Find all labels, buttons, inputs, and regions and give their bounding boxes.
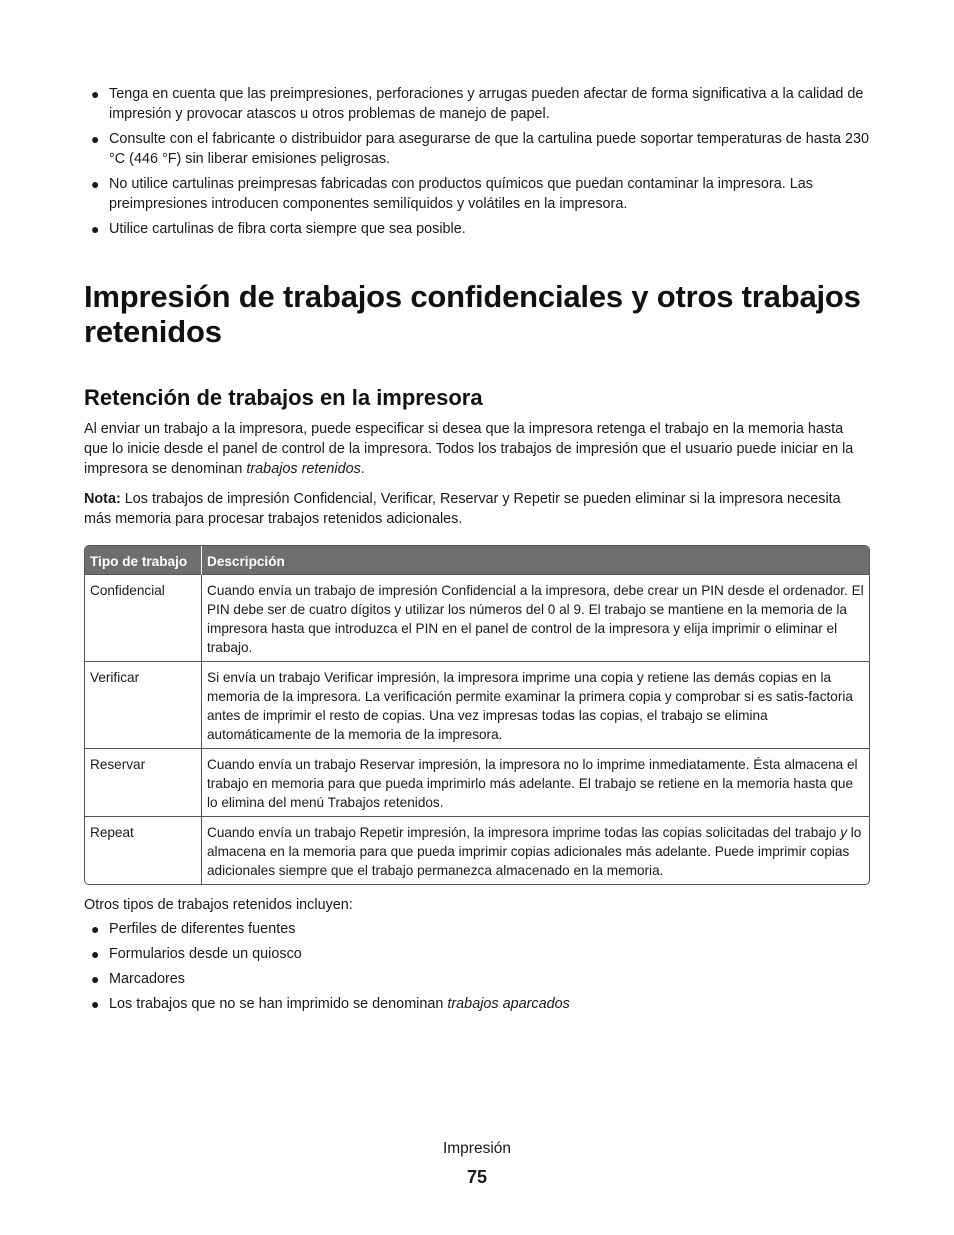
- table-row: [85, 662, 869, 749]
- description-text: Cuando envía un trabajo de impresión Confidencial a la impresora, debe crear un PIN desde el ordenador. El PIN debe ser de cuatro dígitos y utilizar los números del 0 al 9. El trabajo se mantiene en la memoria de la impresora hasta que introduzca el PIN en el panel de control de la impresora y elija imprimir o eliminar el trabajo.: [207, 583, 864, 655]
- table-row: [85, 749, 869, 817]
- bullet-italic-term: trabajos aparcados: [447, 996, 570, 1012]
- list-item: [84, 944, 870, 964]
- list-item: [84, 129, 870, 169]
- bullet-text: Formularios desde un quiosco: [109, 946, 302, 962]
- description-text: Si envía un trabajo Verificar impresión, la impresora imprime una copia y retiene las demás copias en la memoria de la impresora. La verificación permite examinar la primera copia y comprobar si es satis-factoria antes de imprimir el resto de copias. Una vez impresas todas las copias, el trabajo se elimina automáticamente de la memoria de la impresora.: [207, 670, 853, 742]
- page-number: 75: [466, 1167, 488, 1187]
- description-italic: y: [840, 825, 847, 840]
- column-header-type: Tipo de trabajo: [85, 546, 202, 575]
- after-table-paragraph: Otros tipos de trabajos retenidos incluyen:: [84, 897, 353, 913]
- table-row: [85, 817, 869, 885]
- bullet-icon: ●: [91, 86, 100, 102]
- footer-section-title: Impresión: [442, 1140, 512, 1157]
- description-text: Cuando envía un trabajo Reservar impresión, la impresora no lo imprime inmediatamente. Ésta almacena el trabajo en memoria para que pueda imprimirlo más adelante. El trabajo se retiene en la memoria hasta que lo elimina del menú Trabajos retenidos.: [207, 757, 858, 810]
- description-text-end: lo almacena en la memoria para que pueda imprimir copias adicionales más adelante. Puede imprimir copias adicionales siempre que el trabajo permanezca almacenado en la memoria.: [207, 825, 862, 878]
- description-text: Cuando envía un trabajo Repetir impresión, la impresora imprime todas las copias solicitadas del trabajo: [207, 825, 841, 840]
- page-content: [84, 84, 870, 1019]
- bullet-icon: ●: [91, 996, 100, 1012]
- bullet-icon: ●: [91, 946, 100, 962]
- description-cell: [202, 662, 870, 749]
- bullet-icon: ●: [91, 131, 100, 147]
- bullet-text: Tenga en cuenta que las preimpresiones, perforaciones y arrugas pueden afectar de forma significativa a la calidad de impresión y provocar atascos u otros problemas de manejo de papel.: [109, 86, 864, 122]
- held-jobs-table: [84, 545, 870, 885]
- bullet-text: Marcadores: [109, 971, 185, 987]
- job-type-cell: Verificar: [85, 662, 202, 749]
- bullet-text: Consulte con el fabricante o distribuidor para asegurarse de que la cartulina puede soportar temperaturas de hasta 230 °C (446 °F) sin liberar emisiones peligrosas.: [109, 131, 869, 167]
- job-type-cell: Reservar: [85, 749, 202, 817]
- bullet-icon: ●: [91, 971, 100, 987]
- note-text: Los trabajos de impresión Confidencial, Verificar, Reservar y Repetir se pueden eliminar si la impresora necesita más memoria para procesar trabajos retenidos adicionales.: [84, 491, 841, 527]
- list-item: [84, 84, 870, 124]
- table-row: [85, 575, 869, 662]
- note-paragraph: [84, 489, 870, 529]
- table-header-row: [85, 546, 869, 575]
- job-type-cell: Confidencial: [85, 575, 202, 662]
- top-bullet-list: [84, 84, 870, 239]
- bullet-icon: ●: [91, 176, 100, 192]
- description-cell: [202, 575, 870, 662]
- intro-end: .: [360, 461, 365, 477]
- intro-italic-term: trabajos retenidos: [246, 461, 361, 477]
- list-item: [84, 919, 870, 939]
- bullet-text: Los trabajos que no se han imprimido se denominan: [109, 996, 448, 1012]
- note-label: Nota:: [84, 491, 121, 507]
- bullet-icon: ●: [91, 921, 100, 937]
- list-item: [84, 219, 870, 239]
- list-item: [84, 994, 870, 1014]
- bullet-icon: ●: [91, 221, 100, 237]
- intro-paragraph: [84, 419, 870, 479]
- bullet-text: No utilice cartulinas preimpresas fabricadas con productos químicos que puedan contaminar la impresora. Las preimpresiones introducen componentes semilíquidos y volátiles en la impresora.: [109, 176, 813, 212]
- page-footer: [0, 1138, 954, 1190]
- description-cell: [202, 749, 870, 817]
- list-item: [84, 174, 870, 214]
- description-cell: [202, 817, 870, 885]
- intro-text: Al enviar un trabajo a la impresora, puede especificar si desea que la impresora retenga el trabajo en la memoria hasta que lo inicie desde el panel de control de la impresora. Todos los trabajos de impresión que el usuario puede iniciar en la impresora se denominan: [84, 421, 854, 477]
- bullet-text: Utilice cartulinas de fibra corta siempre que sea posible.: [109, 221, 466, 237]
- bullet-text: Perfiles de diferentes fuentes: [109, 921, 296, 937]
- job-type-cell: Repeat: [85, 817, 202, 885]
- column-header-description: Descripción: [202, 546, 870, 575]
- list-item: [84, 969, 870, 989]
- subsection-heading: Retención de trabajos en la impresora: [84, 385, 483, 410]
- section-heading: Impresión de trabajos confidenciales y otros trabajos retenidos: [84, 279, 861, 349]
- bottom-bullet-list: [84, 919, 870, 1014]
